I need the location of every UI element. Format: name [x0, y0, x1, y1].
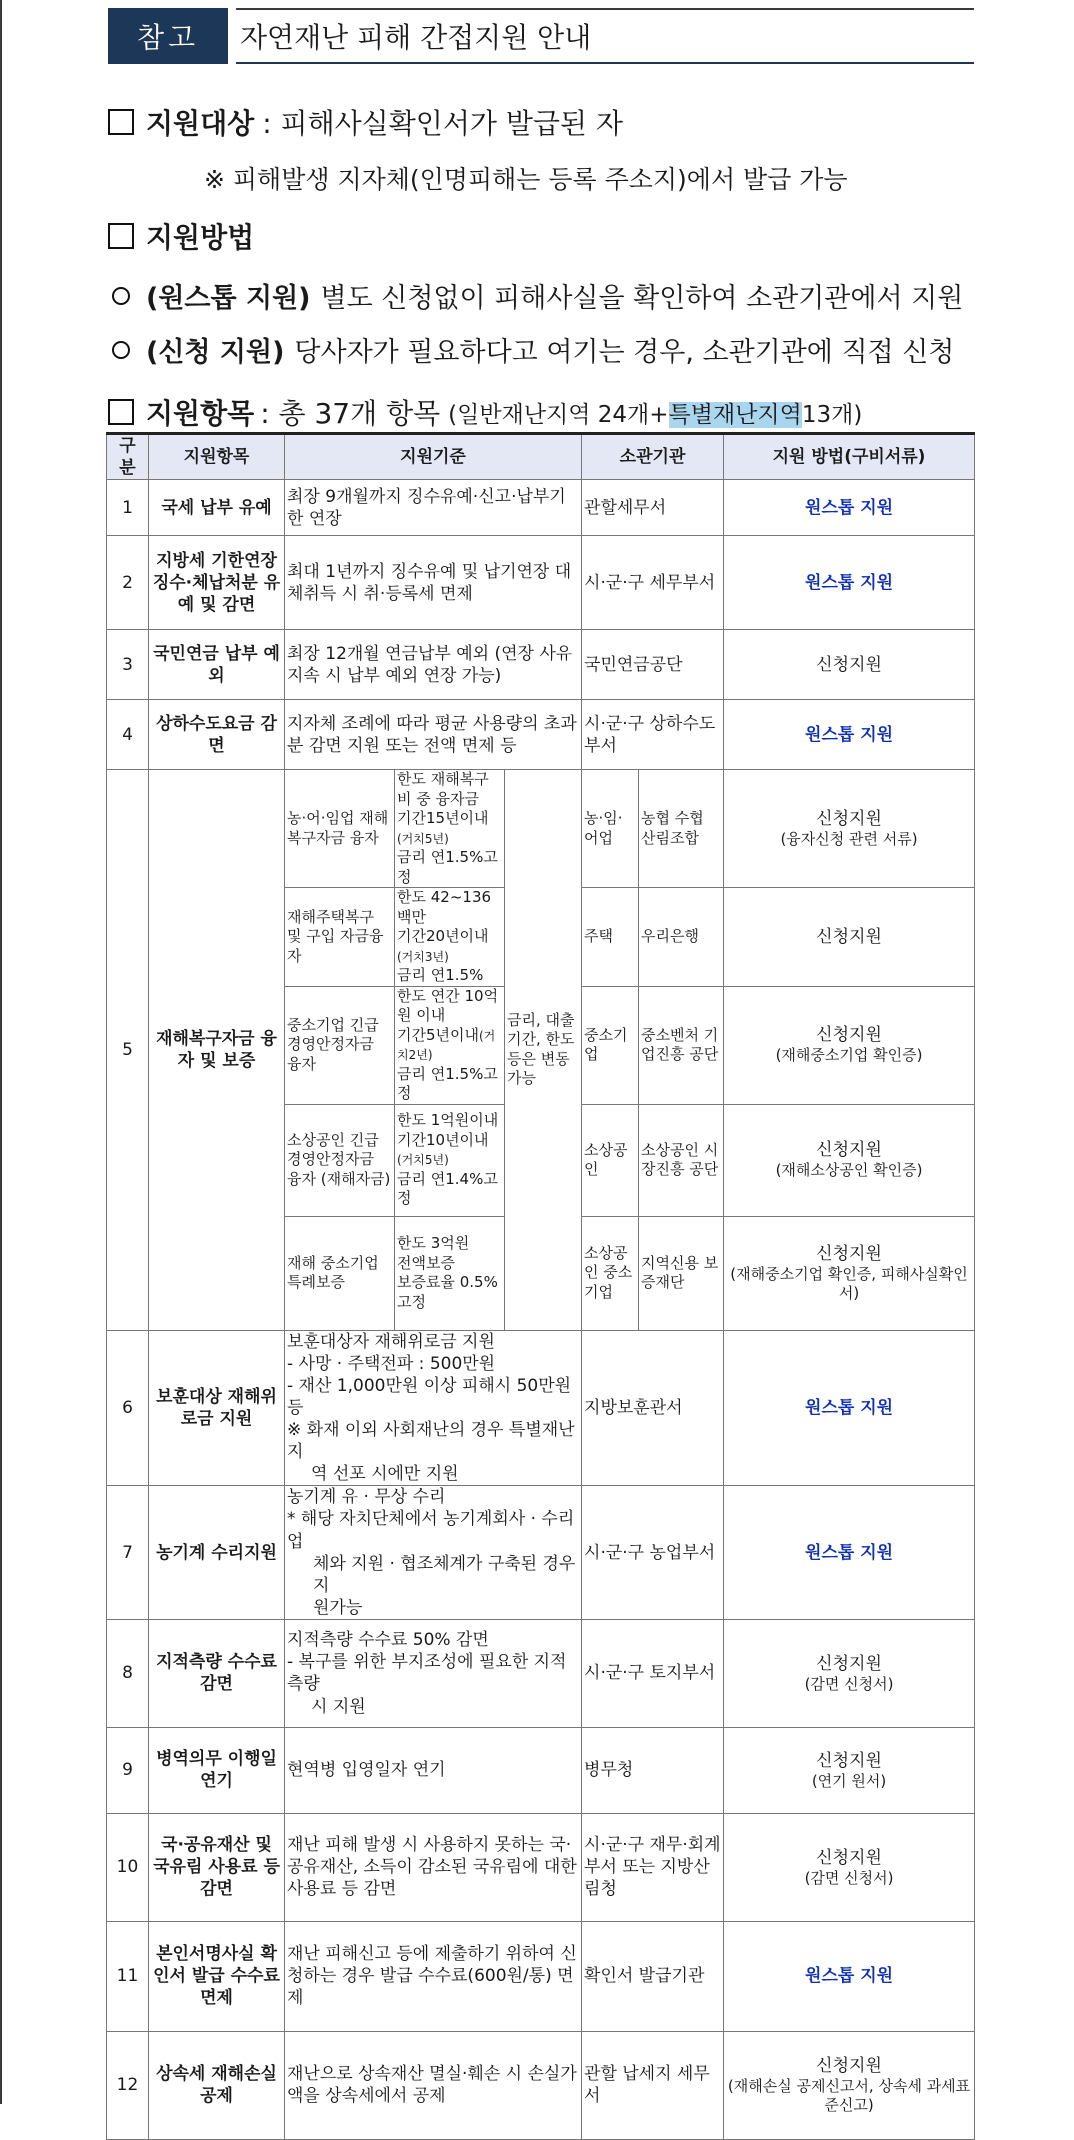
breakdown-special-highlight: 특별재난지역	[668, 401, 802, 428]
loan-grace: (거치3년)	[397, 949, 449, 964]
section-items-total: : 총 37개 항목	[260, 397, 441, 430]
loan-term: 기간15년이내	[397, 809, 489, 828]
row-method: 원스톱 지원	[724, 480, 975, 536]
row-agency: 시·군·구 토지부서	[582, 1619, 724, 1727]
row-method: 신청지원	[724, 630, 975, 700]
row-item: 재해복구자금 융자 및 보증	[149, 770, 285, 1331]
row-no: 7	[107, 1486, 149, 1620]
row-criteria: 재난으로 상속재산 멸실·훼손 시 손실가액을 상속세에서 공제	[285, 2031, 582, 2139]
loan-term: 전액보증	[397, 1253, 455, 1272]
row-no: 1	[107, 480, 149, 536]
loan-name: 농·어·임업 재해복구자금 융자	[285, 770, 395, 888]
breakdown-general: (일반재난지역 24개+	[448, 401, 669, 428]
loan-terms	[395, 986, 505, 1104]
table-row	[107, 1619, 975, 1727]
loan-sector: 주택	[582, 888, 639, 987]
method-docs: (재해중소기업 확인증)	[775, 1046, 923, 1065]
loan-terms	[395, 888, 505, 987]
col-header-agency: 소관기관	[582, 434, 724, 480]
loan-rate: 금리 연1.5%고정	[397, 848, 498, 886]
loan-org: 우리은행	[639, 888, 724, 987]
row-method	[724, 1813, 975, 1921]
row-item: 지방세 기한연장 징수·체납처분 유예 및 감면	[149, 536, 285, 630]
row-item: 상하수도요금 감면	[149, 700, 285, 770]
loan-terms	[395, 770, 505, 888]
circle-bullet-icon	[112, 341, 130, 359]
row-item: 국민연금 납부 예외	[149, 630, 285, 700]
criteria-line: - 재산 1,000만원 이상 피해시 50만원 등	[287, 1375, 572, 1418]
criteria-line: - 사망 · 주택전파 : 500만원	[287, 1353, 496, 1374]
table-row	[107, 630, 975, 700]
row-item: 국세 납부 유예	[149, 480, 285, 536]
loan-name: 소상공인 긴급경영안정자금 융자 (재해자금)	[285, 1104, 395, 1216]
method-label: 신청지원	[816, 926, 882, 947]
loan-terms	[395, 1216, 505, 1330]
row-method: 원스톱 지원	[724, 700, 975, 770]
criteria-line: 체와 지원 · 협조체계가 구축된 경우 지	[313, 1553, 576, 1596]
row-criteria	[285, 1486, 582, 1620]
row-criteria: 최장 9개월까지 징수유예·신고·납부기한 연장	[285, 480, 582, 536]
bullet-label: (원스톱 지원)	[146, 283, 311, 314]
row-no: 3	[107, 630, 149, 700]
row-agency: 시·군·구 세무부서	[582, 536, 724, 630]
loan-org: 지역신용 보증재단	[639, 1216, 724, 1330]
method-label: 신청지원	[816, 1243, 882, 1264]
loan-sector: 소상공인 중소기업	[582, 1216, 639, 1330]
section-target	[108, 102, 623, 142]
row-no: 6	[107, 1330, 149, 1486]
row-no: 4	[107, 700, 149, 770]
criteria-line: 지적측량 수수료 50% 감면	[287, 1630, 489, 1651]
loan-rate: 보증료율 0.5%고정	[397, 1273, 498, 1311]
method-label: 신청지원	[816, 1653, 882, 1674]
row-no: 2	[107, 536, 149, 630]
loan-rate: 금리 연1.4%고정	[397, 1169, 498, 1208]
row-item: 보훈대상 재해위로금 지원	[149, 1330, 285, 1486]
loan-term: 기간20년이내	[397, 927, 489, 946]
row-criteria: 지자체 조례에 따라 평균 사용량의 초과분 감면 지원 또는 전액 면제 등	[285, 700, 582, 770]
loan-term: 기간5년이내	[397, 1025, 479, 1044]
table-row	[107, 480, 975, 536]
section-method-title: 지원방법	[146, 221, 255, 254]
method-label: 신청지원	[816, 1847, 882, 1868]
breakdown-special-count: 13개)	[801, 401, 863, 428]
col-header-method: 지원 방법(구비서류)	[724, 434, 975, 480]
checkbox-square-icon	[108, 399, 134, 425]
loan-grace: (거치2년)	[397, 1028, 496, 1063]
row-no: 8	[107, 1619, 149, 1727]
row-no: 9	[107, 1727, 149, 1813]
loan-limit: 한도 42~136백만	[397, 888, 492, 926]
row-item: 국·공유재산 및 국유림 사용료 등 감면	[149, 1813, 285, 1921]
row-method	[724, 1727, 975, 1813]
table-row	[107, 1330, 975, 1486]
loan-limit: 한도 1억원이내	[397, 1111, 499, 1130]
row-method: 원스톱 지원	[724, 1330, 975, 1486]
section-items-title: 지원항목	[146, 397, 255, 430]
loan-limit: 한도 연간 10억원 이내	[397, 986, 499, 1025]
row-item: 상속세 재해손실 공제	[149, 2031, 285, 2139]
section-target-title: 지원대상	[146, 107, 255, 140]
method-docs: (재해손실 공제신고서, 상속세 과세표준신고)	[727, 2076, 971, 2115]
circle-bullet-icon	[112, 287, 130, 305]
loan-method	[724, 1216, 975, 1330]
loan-grace: (거치5년)	[397, 831, 449, 846]
method-label: 신청지원	[816, 1025, 882, 1046]
method-label: 신청지원	[816, 1750, 882, 1771]
criteria-line: * 해당 자치단체에서 농기계회사 · 수리업	[287, 1509, 575, 1552]
row-method	[724, 2031, 975, 2139]
row-agency: 시·군·구 재무·회계 부서 또는 지방산림청	[582, 1813, 724, 1921]
loan-method	[724, 986, 975, 1104]
loan-limit: 한도 3억원	[397, 1234, 470, 1253]
row-agency: 병무청	[582, 1727, 724, 1813]
table-row	[107, 1921, 975, 2031]
row-no: 11	[107, 1921, 149, 2031]
checkbox-square-icon	[108, 223, 134, 249]
table-row	[107, 536, 975, 630]
method-docs: (감면 신청서)	[804, 1868, 894, 1887]
row-agency: 시·군·구 상하수도 부서	[582, 700, 724, 770]
checkbox-square-icon	[108, 109, 134, 135]
criteria-line: 원가능	[313, 1597, 363, 1618]
method-docs: (융자신청 관련 서류)	[780, 829, 918, 848]
loan-method	[724, 888, 975, 987]
section-target-text: : 피해사실확인서가 발급된 자	[262, 107, 623, 140]
table-row	[107, 1727, 975, 1813]
row-method: 원스톱 지원	[724, 1921, 975, 2031]
table-row-5-sub-1	[107, 770, 975, 888]
loan-grace: (거치5년)	[397, 1153, 449, 1168]
header-bottom-line	[236, 62, 974, 64]
criteria-line: 보훈대상자 재해위로금 지원	[287, 1331, 495, 1352]
loan-org: 중소벤처 기업진흥 공단	[639, 986, 724, 1104]
criteria-line: - 복구를 위한 부지조성에 필요한 지적측량	[287, 1652, 567, 1695]
loan-org: 농협 수협 산림조합	[639, 770, 724, 888]
loan-method	[724, 1104, 975, 1216]
method-label: 신청지원	[816, 1140, 882, 1161]
criteria-line: 시 지원	[311, 1696, 366, 1717]
row-agency: 지방보훈관서	[582, 1330, 724, 1486]
bullet-text: 당사자가 필요하다고 여기는 경우, 소관기관에 직접 신청	[294, 337, 955, 368]
table-row	[107, 2031, 975, 2139]
row-agency: 관할 납세지 세무서	[582, 2031, 724, 2139]
table-row	[107, 1486, 975, 1620]
bullet-label: (신청 지원)	[146, 337, 285, 368]
method-docs: (재해중소기업 확인증, 피해사실확인서)	[730, 1264, 968, 1303]
row-no: 12	[107, 2031, 149, 2139]
row-method	[724, 1619, 975, 1727]
bullet-onestop	[112, 276, 963, 315]
row-agency: 국민연금공단	[582, 630, 724, 700]
criteria-line: ※ 화재 이외 사회재난의 경우 특별재난지	[287, 1420, 575, 1463]
loan-variable-note: 금리, 대출기간, 한도 등은 변동 가능	[505, 770, 582, 1331]
table-row	[107, 700, 975, 770]
method-label: 신청지원	[816, 808, 882, 829]
loan-name: 재해주택복구 및 구입 자금융자	[285, 888, 395, 987]
method-label: 신청지원	[816, 2055, 882, 2076]
loan-sector: 농·임·어업	[582, 770, 639, 888]
loan-rate: 금리 연1.5%	[397, 966, 484, 985]
row-criteria	[285, 1619, 582, 1727]
col-header-item: 지원항목	[149, 434, 285, 480]
bullet-text: 별도 신청없이 피해사실을 확인하여 소관기관에서 지원	[320, 283, 964, 314]
row-criteria: 최장 12개월 연금납부 예외 (연장 사유 지속 시 납부 예외 연장 가능)	[285, 630, 582, 700]
table-row	[107, 1813, 975, 1921]
section-items-breakdown	[448, 396, 862, 429]
loan-name: 중소기업 긴급경영안정자금 융자	[285, 986, 395, 1104]
row-criteria: 재난 피해 발생 시 사용하지 못하는 국·공유재산, 소득이 감소된 국유림에 대한 사용료 등 감면	[285, 1813, 582, 1921]
row-agency: 확인서 발급기관	[582, 1921, 724, 2031]
section-method	[108, 216, 254, 256]
loan-sector: 중소기업	[582, 986, 639, 1104]
row-item: 지적측량 수수료 감면	[149, 1619, 285, 1727]
row-item: 농기계 수리지원	[149, 1486, 285, 1620]
table-header-row	[107, 434, 975, 480]
row-no: 5	[107, 770, 149, 1331]
row-no: 10	[107, 1813, 149, 1921]
criteria-line: 역 선포 시에만 지원	[311, 1464, 459, 1485]
loan-rate: 금리 연1.5%고정	[397, 1064, 498, 1103]
row-criteria: 최대 1년까지 징수유예 및 납기연장 대체취득 시 취·등록세 면제	[285, 536, 582, 630]
row-agency: 시·군·구 농업부서	[582, 1486, 724, 1620]
page-header	[108, 8, 974, 64]
criteria-line: 농기계 유 · 무상 수리	[287, 1487, 446, 1508]
row-item: 본인서명사실 확인서 발급 수수료 면제	[149, 1921, 285, 2031]
method-docs: (재해소상공인 확인증)	[775, 1161, 923, 1180]
method-docs: (감면 신청서)	[804, 1674, 894, 1693]
loan-method	[724, 770, 975, 888]
support-items-table	[106, 432, 975, 2140]
page-title: 자연재난 피해 간접지원 안내	[240, 21, 592, 54]
row-method: 원스톱 지원	[724, 536, 975, 630]
row-method: 원스톱 지원	[724, 1486, 975, 1620]
row-agency: 관할세무서	[582, 480, 724, 536]
loan-sector: 소상공인	[582, 1104, 639, 1216]
col-header-criteria: 지원기준	[285, 434, 582, 480]
row-criteria: 재난 피해신고 등에 제출하기 위하여 신청하는 경우 발급 수수료(600원/통) 면제	[285, 1921, 582, 2031]
section-items	[108, 392, 862, 432]
method-docs: (연기 원서)	[811, 1771, 887, 1790]
loan-term: 기간10년이내	[397, 1130, 489, 1149]
loan-limit: 한도 재해복구비 중 융자금	[397, 770, 489, 808]
section-target-note: ※ 피해발생 지자체(인명피해는 등록 주소지)에서 발급 가능	[204, 165, 848, 194]
row-item: 병역의무 이행일 연기	[149, 1727, 285, 1813]
page-left-border	[0, 0, 2, 2104]
row-criteria	[285, 1330, 582, 1486]
loan-org: 소상공인 시장진흥 공단	[639, 1104, 724, 1216]
bullet-application	[112, 330, 954, 369]
row-criteria: 현역병 입영일자 연기	[285, 1727, 582, 1813]
loan-name: 재해 중소기업 특례보증	[285, 1216, 395, 1330]
col-header-no: 구 분	[107, 434, 149, 480]
loan-terms	[395, 1104, 505, 1216]
reference-label: 참고	[108, 8, 228, 64]
